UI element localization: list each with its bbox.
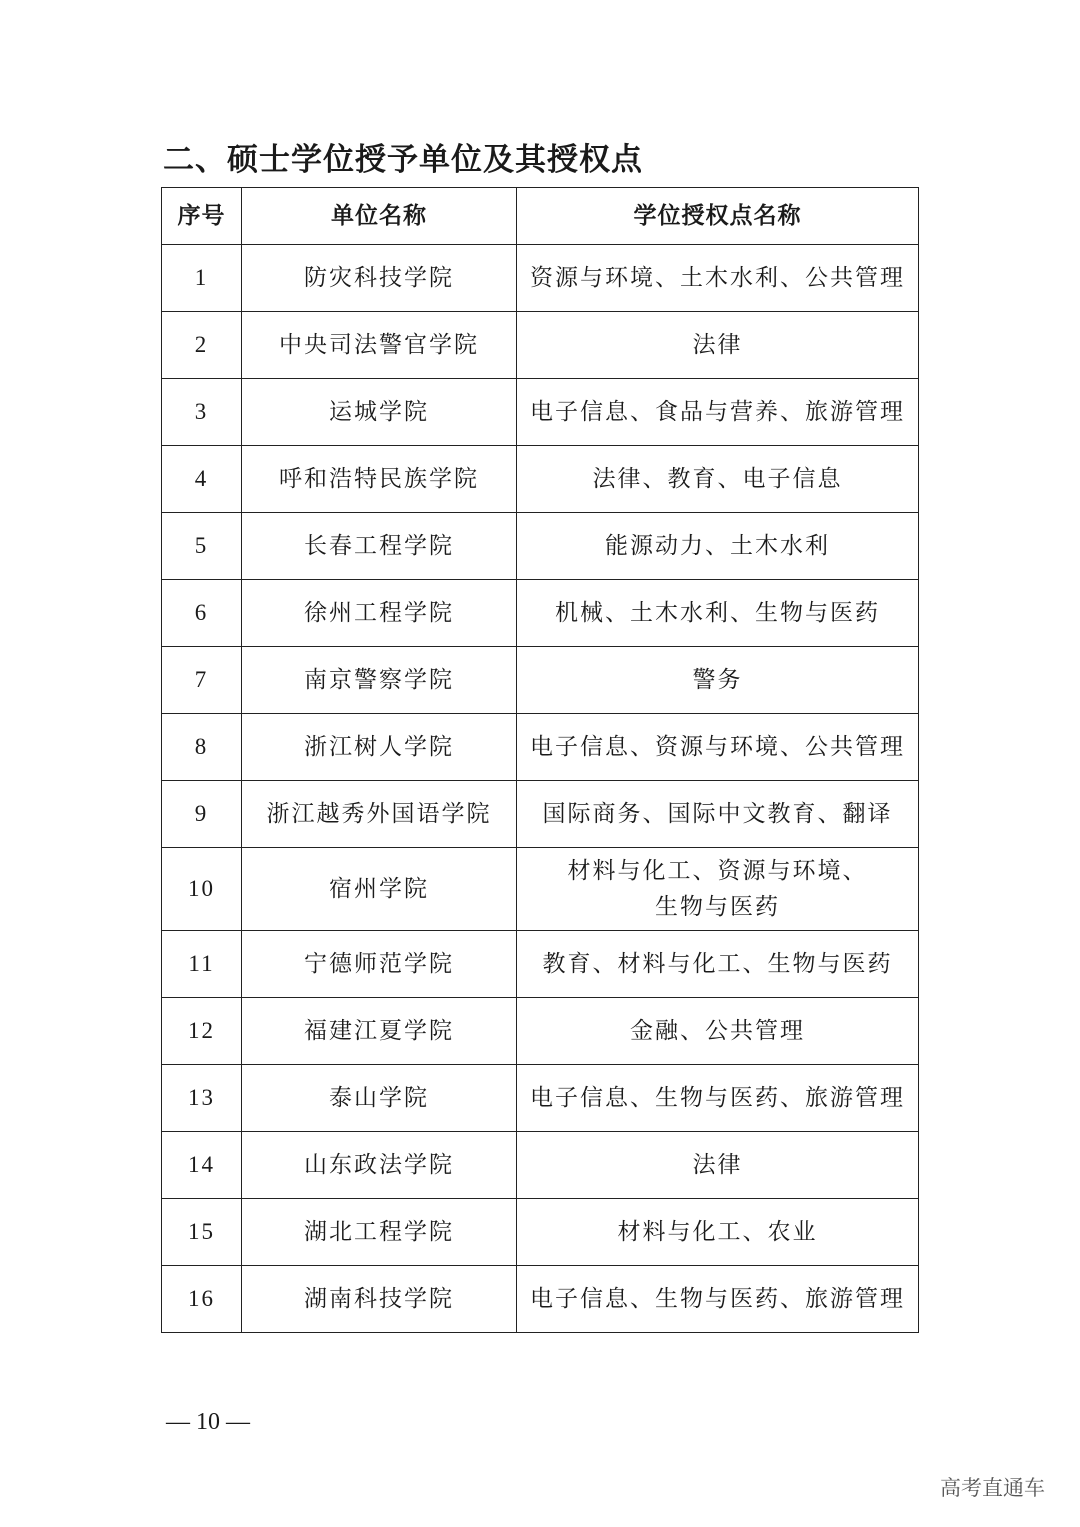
- row-points: 材料与化工、农业: [517, 1199, 919, 1266]
- row-points-line-2: 生物与医药: [655, 894, 780, 920]
- row-num: 11: [162, 931, 242, 998]
- table-row: [162, 312, 919, 379]
- row-num: 10: [162, 848, 242, 931]
- row-num: 12: [162, 998, 242, 1065]
- row-num: 4: [162, 446, 242, 513]
- row-points: 法律: [517, 1132, 919, 1199]
- row-num: 16: [162, 1266, 242, 1333]
- source-watermark: 高考直通车: [940, 1476, 1045, 1500]
- row-num: 9: [162, 781, 242, 848]
- row-unit: 山东政法学院: [242, 1132, 517, 1199]
- row-num: 3: [162, 379, 242, 446]
- table-row: [162, 513, 919, 580]
- table-row: [162, 848, 919, 931]
- table-row: [162, 781, 919, 848]
- row-num: 7: [162, 647, 242, 714]
- table-row: [162, 245, 919, 312]
- row-num: 2: [162, 312, 242, 379]
- row-unit: 宿州学院: [242, 848, 517, 931]
- row-points: 资源与环境、土木水利、公共管理: [517, 245, 919, 312]
- row-points: 法律: [517, 312, 919, 379]
- row-unit: 福建江夏学院: [242, 998, 517, 1065]
- row-unit: 南京警察学院: [242, 647, 517, 714]
- row-points: 能源动力、土木水利: [517, 513, 919, 580]
- row-points: 电子信息、资源与环境、公共管理: [517, 714, 919, 781]
- row-unit: 中央司法警官学院: [242, 312, 517, 379]
- row-points: 电子信息、生物与医药、旅游管理: [517, 1266, 919, 1333]
- page-number: — 10 —: [166, 1409, 250, 1435]
- header-points: 学位授权点名称: [517, 188, 919, 245]
- row-points: 电子信息、生物与医药、旅游管理: [517, 1065, 919, 1132]
- table-row: [162, 580, 919, 647]
- table-row: [162, 714, 919, 781]
- row-num: 6: [162, 580, 242, 647]
- table-row: [162, 446, 919, 513]
- section-title: 二、硕士学位授予单位及其授权点: [163, 142, 643, 178]
- row-num: 15: [162, 1199, 242, 1266]
- row-points: 金融、公共管理: [517, 998, 919, 1065]
- table-row: [162, 647, 919, 714]
- row-points: 国际商务、国际中文教育、翻译: [517, 781, 919, 848]
- row-points: 警务: [517, 647, 919, 714]
- header-num: 序号: [162, 188, 242, 245]
- row-unit: 运城学院: [242, 379, 517, 446]
- row-points-line-1: 材料与化工、资源与环境、: [567, 858, 868, 884]
- row-points: 电子信息、食品与营养、旅游管理: [517, 379, 919, 446]
- row-num: 5: [162, 513, 242, 580]
- table-row: [162, 1266, 919, 1333]
- header-unit: 单位名称: [242, 188, 517, 245]
- row-unit: 湖南科技学院: [242, 1266, 517, 1333]
- row-points: 法律、教育、电子信息: [517, 446, 919, 513]
- row-num: 13: [162, 1065, 242, 1132]
- degree-authorization-table: [161, 187, 919, 1333]
- table-row: [162, 1199, 919, 1266]
- row-points: 教育、材料与化工、生物与医药: [517, 931, 919, 998]
- row-num: 8: [162, 714, 242, 781]
- row-unit: 宁德师范学院: [242, 931, 517, 998]
- table-row: [162, 931, 919, 998]
- row-points: 机械、土木水利、生物与医药: [517, 580, 919, 647]
- row-unit: 浙江树人学院: [242, 714, 517, 781]
- table-row: [162, 1132, 919, 1199]
- row-unit: 泰山学院: [242, 1065, 517, 1132]
- row-unit: 防灾科技学院: [242, 245, 517, 312]
- row-num: 14: [162, 1132, 242, 1199]
- row-unit: 湖北工程学院: [242, 1199, 517, 1266]
- table-header-row: [162, 188, 919, 245]
- table-row: [162, 379, 919, 446]
- row-unit: 长春工程学院: [242, 513, 517, 580]
- row-unit: 呼和浩特民族学院: [242, 446, 517, 513]
- table-row: [162, 998, 919, 1065]
- table-row: [162, 1065, 919, 1132]
- row-num: 1: [162, 245, 242, 312]
- row-unit: 浙江越秀外国语学院: [242, 781, 517, 848]
- row-unit: 徐州工程学院: [242, 580, 517, 647]
- row-points-multiline: [517, 848, 919, 931]
